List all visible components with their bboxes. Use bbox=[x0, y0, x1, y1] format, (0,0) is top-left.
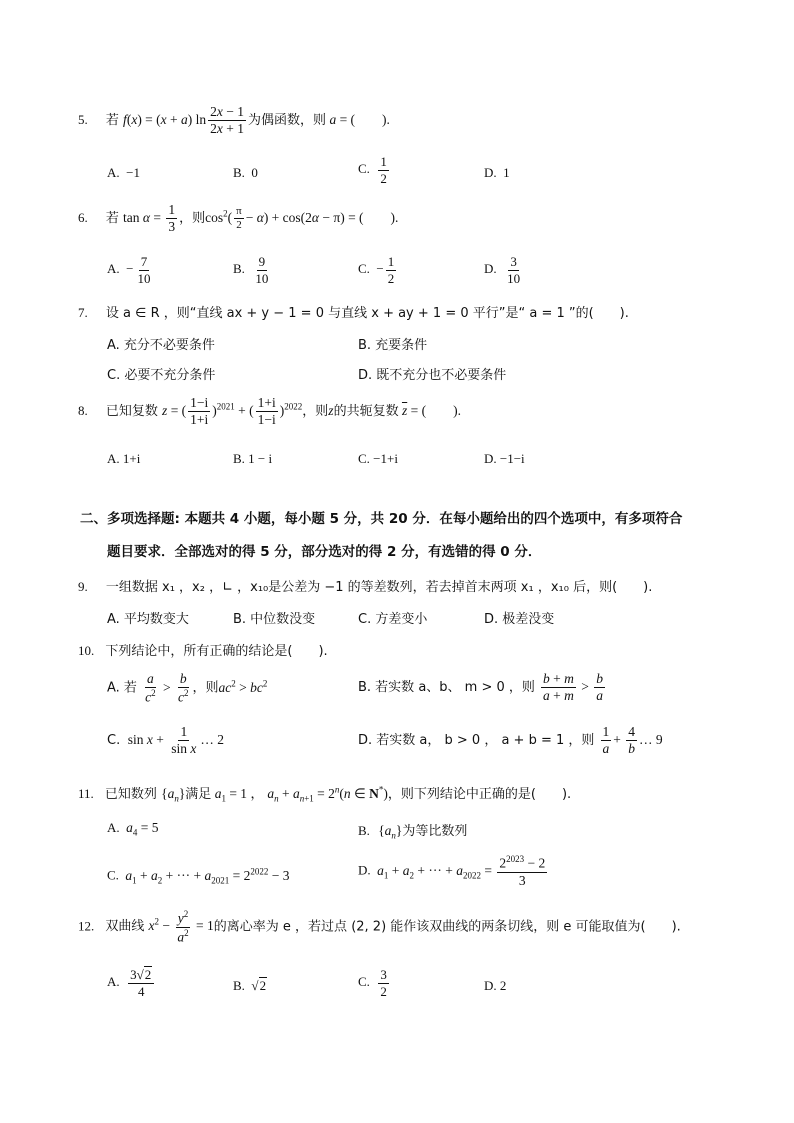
section2-heading-line1: 二、多项选择题: 本题共 4 小题，每小题 5 分，共 20 分．在每小题给出的四个选项中，有多项符合 bbox=[80, 511, 683, 527]
q12-number: 12. bbox=[78, 918, 95, 934]
q11-mid: 满足 bbox=[185, 787, 212, 802]
q5-option-d: D. 1 bbox=[484, 165, 510, 180]
q6-stem: 6. 若 tan α = $\frac{1}{3}$ ，则$\cos^2$( $\frac{\pi}{2}$ − α) + cos(2α − π) = ( ). bbox=[78, 202, 399, 235]
q6-mid: ，则 bbox=[179, 210, 206, 226]
q6-number: 6. bbox=[78, 209, 88, 225]
q9-number: 9. bbox=[78, 579, 88, 594]
q7-option-a: A. 充分不必要条件 bbox=[107, 338, 215, 353]
q12-stem: 12. 双曲线 $x^2$ − $\frac{y^2}{a^2}$ = 1的离心率为 e ，若过点 (2, 2) 能作该双曲线的两条切线，则 e 可能取值为( ). bbox=[78, 909, 681, 945]
q8-mid2: 的共轭复数 bbox=[333, 403, 399, 419]
q8-option-d: D. −1−i bbox=[484, 451, 525, 466]
q6-option-a: A. − $\frac{7}{10}$ bbox=[107, 254, 151, 286]
q5-stem: 5. 若 f(x) = (x + a) ln $\frac{2x - 1}{2x + 1}$ 为偶函数，则 a = ( ). bbox=[78, 104, 390, 137]
q10-option-d: D. 若实数 a， b > 0 ， a + b = 1 ，则 $\frac{1}{a}$ + $\frac{4}{b}$ … 9 bbox=[358, 724, 663, 757]
q5-option-a: A. −1 bbox=[107, 165, 140, 180]
q7-option-b: B. 充要条件 bbox=[358, 338, 428, 353]
q11-option-c: C. $a_1 + a_2$ + ··· + $a_{2021} = 2^{2022} - 3$ bbox=[107, 866, 290, 886]
q11-number: 11. bbox=[78, 786, 94, 801]
q8-pre: 已知复数 bbox=[105, 403, 158, 419]
section2-heading-line2: 题目要求．全部选对的得 5 分，部分选对的得 2 分，有选错的得 0 分． bbox=[107, 544, 542, 560]
q8-number: 8. bbox=[78, 402, 88, 418]
q9-option-d: D. 极差没变 bbox=[484, 612, 555, 627]
q9-option-c: C. 方差变小 bbox=[358, 612, 428, 627]
q6-option-d: D. $\frac{3}{10}$ bbox=[484, 254, 521, 286]
q9-option-a: A. 平均数变大 bbox=[107, 612, 189, 627]
q5-number: 5. bbox=[78, 111, 88, 127]
q12-option-c: C. $\frac{3}{2}$ bbox=[358, 967, 387, 999]
q8-option-c: C. −1+i bbox=[358, 451, 398, 466]
q12-mid: 的离心率为 e ，若过点 (2, 2) 能作该双曲线的两条切线，则 e 可能取值为( ). bbox=[213, 919, 681, 935]
q6-option-c: C. − $\frac{1}{2}$ bbox=[358, 254, 395, 286]
q11-option-b: B. $\{a_n\}$为等比数列 bbox=[358, 823, 468, 841]
q5-pre: 若 bbox=[105, 112, 119, 128]
q11-option-a: A. $a_4 = 5$ bbox=[107, 820, 159, 838]
q10-option-c: C. sin x + $\frac{1}{\text{sin x}}$ … 2 bbox=[107, 724, 225, 757]
q7-option-d: D. 既不充分也不必要条件 bbox=[358, 368, 507, 383]
q12-option-a: A. $\frac{3√2}{4}$ bbox=[107, 968, 156, 998]
q7-text: 设 a ∈ R ，则“直线 ax + y − 1 = 0 与直线 x + ay + 1 = 0 平行”是“ a = 1 ”的( ). bbox=[105, 306, 629, 321]
q9-option-b: B. 中位数没变 bbox=[233, 612, 316, 627]
q7-stem bbox=[78, 302, 629, 321]
q7-option-c: C. 必要不充分条件 bbox=[107, 368, 216, 383]
q9-text: 一组数据 x₁ ，x₂ ，∟ ，x₁₀是公差为 −1 的等差数列，若去掉首末两项 x₁ ，x₁₀ 后，则( ). bbox=[105, 580, 653, 595]
q9-stem bbox=[78, 576, 652, 595]
q10-stem bbox=[78, 640, 328, 659]
q11-stem: 11. 已知数列 $\{a_n\}$满足 $a_1 = 1$ ， $a_n + a_{n+1} = 2^n(n$ ∈ N*)，则下列结论中正确的是( ). bbox=[78, 784, 572, 804]
q7-number: 7. bbox=[78, 305, 88, 320]
q12-option-d: D. 2 bbox=[484, 978, 507, 993]
q12-pre: 双曲线 bbox=[105, 919, 145, 935]
q8-option-b: B. 1 − i bbox=[233, 451, 273, 466]
q11-pre: 已知数列 bbox=[104, 787, 157, 802]
q5-option-b: B. 0 bbox=[233, 165, 258, 180]
q11-option-d: D. $a_1 + a_2$ + ··· + $a_{2022}$ = $\frac{2^{2023} - 2}{3}$ bbox=[358, 854, 546, 888]
q5-option-c: C. $\frac{1}{2}$ bbox=[358, 154, 387, 186]
q8-option-a: A. 1+i bbox=[107, 451, 141, 466]
q10-text: 下列结论中，所有正确的结论是( ). bbox=[105, 644, 328, 659]
q12-option-b: B. √2 bbox=[233, 978, 267, 993]
q11-post: ，则下列结论中正确的是( ). bbox=[387, 787, 572, 802]
q5-post: 为偶函数，则 bbox=[248, 112, 327, 128]
q10-option-a: A. 若 $\frac{a}{c^2}$ > $\frac{b}{c^2}$ ，则$ac^2 > bc^2$ bbox=[107, 671, 268, 705]
q8-mid: ，则 bbox=[302, 403, 329, 419]
q8-stem: 8. 已知复数 z = ( $\frac{1-i}{1+i}$ )$^{2021}$ + ( $\frac{1+i}{1-i}$ )$^{2022}$，则z的共轭复数 $\overline{z}$ = ( ). bbox=[78, 395, 461, 428]
q10-number: 10. bbox=[78, 643, 95, 658]
q6-pre: 若 bbox=[105, 210, 119, 226]
q6-option-b: B. $\frac{9}{10}$ bbox=[233, 254, 269, 286]
q5-formula: f(x) = (x + a) ln $\frac{2x - 1}{2x + 1}$ bbox=[123, 104, 245, 137]
q10-option-b: B. 若实数 a、b、 m > 0 ，则 $\frac{b + m}{a + m}$ > $\frac{b}{a}$ bbox=[358, 671, 604, 704]
